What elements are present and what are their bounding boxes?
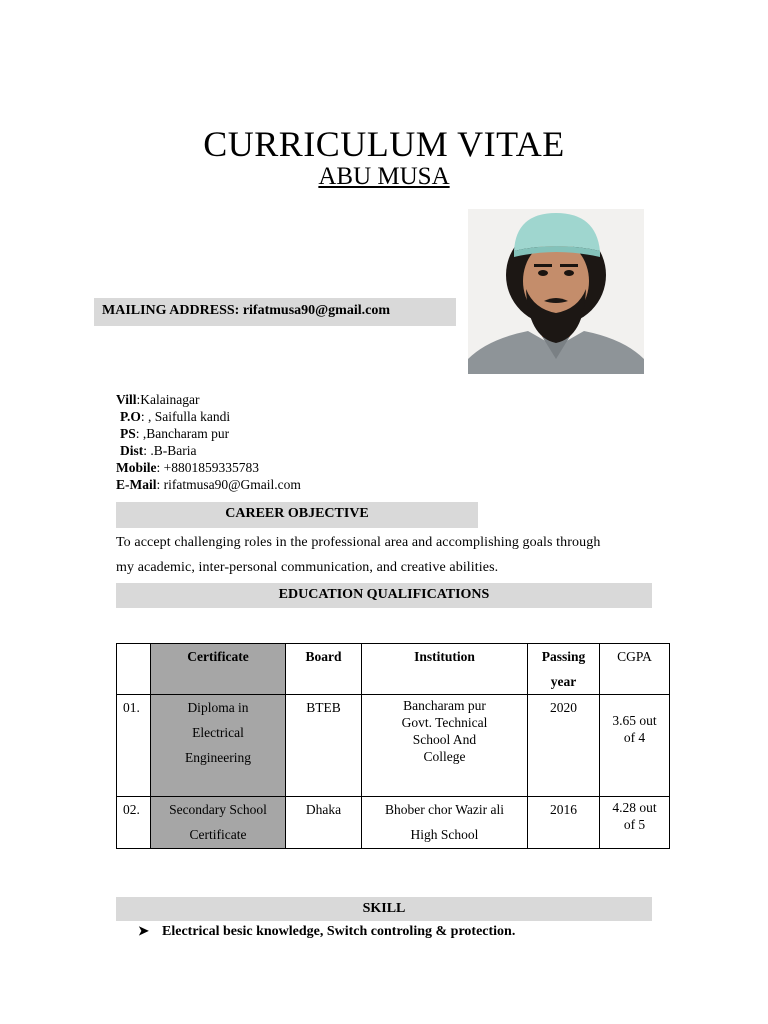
address-post-office <box>120 408 230 425</box>
table-row <box>117 695 670 797</box>
institution-line: College <box>423 749 466 764</box>
career-objective-heading: CAREER OBJECTIVE <box>116 502 478 528</box>
institution-line: Bancharam pur <box>403 698 486 713</box>
row-board: BTEB <box>286 695 362 797</box>
row-institution <box>362 797 528 849</box>
address-mobile-value: : +8801859335783 <box>156 460 259 475</box>
profile-photo-icon <box>468 209 644 374</box>
cgpa-line: of 5 <box>623 817 646 832</box>
address-post-office-value: : , Saifulla kandi <box>140 409 231 424</box>
row-cgpa <box>600 797 670 849</box>
certificate-line: Secondary School <box>169 802 267 817</box>
institution-line: High School <box>410 827 479 842</box>
address-district-label: Dist <box>120 443 144 458</box>
table-header-passing-year <box>528 644 600 695</box>
row-year: 2016 <box>528 797 600 849</box>
institution-line: Govt. Technical <box>401 715 488 730</box>
row-number: 01. <box>117 695 151 797</box>
row-cgpa <box>600 695 670 797</box>
address-village <box>116 391 199 408</box>
candidate-name: ABU MUSA <box>318 163 450 190</box>
certificate-line: Certificate <box>189 827 247 842</box>
address-email <box>116 476 301 493</box>
education-table <box>116 643 670 849</box>
table-header-institution: Institution <box>362 644 528 695</box>
row-number: 02. <box>117 797 151 849</box>
profile-photo <box>468 209 644 374</box>
skill-item <box>138 922 515 941</box>
address-police-station-value: : ,Bancharam pur <box>135 426 230 441</box>
career-objective-text <box>116 530 661 580</box>
address-post-office-label: P.O <box>120 409 141 424</box>
table-row <box>117 797 670 849</box>
objective-line-2: my academic, inter-personal communication, and creative abilities. <box>116 560 499 575</box>
address-police-station <box>120 425 229 442</box>
mailing-address-band <box>94 298 456 326</box>
cgpa-line: 4.28 out <box>612 800 657 815</box>
skill-heading: SKILL <box>116 897 652 921</box>
cgpa-line: 3.65 out <box>612 713 657 728</box>
table-header-cgpa: CGPA <box>600 644 670 695</box>
education-heading: EDUCATION QUALIFICATIONS <box>116 583 652 608</box>
address-district-value: : .B-Baria <box>143 443 197 458</box>
mailing-address-label: MAILING ADDRESS: <box>102 303 240 318</box>
year-label: year <box>550 674 577 689</box>
table-header-no <box>117 644 151 695</box>
cgpa-line: of 4 <box>623 730 646 745</box>
address-email-label: E-Mail <box>116 477 157 492</box>
row-certificate <box>151 695 286 797</box>
address-village-value: :Kalainagar <box>136 392 200 407</box>
row-board: Dhaka <box>286 797 362 849</box>
address-district <box>120 442 197 459</box>
cv-title: CURRICULUM VITAE <box>203 124 565 164</box>
arrow-bullet-icon: ➤ <box>138 923 149 938</box>
address-mobile <box>116 459 259 476</box>
passing-label: Passing <box>541 649 586 664</box>
address-village-label: Vill <box>116 392 137 407</box>
objective-line-1: To accept challenging roles in the professional area and accomplishing goals through <box>116 535 601 550</box>
institution-line: School And <box>412 732 477 747</box>
address-email-value: : rifatmusa90@Gmail.com <box>156 477 301 492</box>
table-header-board: Board <box>286 644 362 695</box>
skill-item-text: Electrical besic knowledge, Switch controling & protection. <box>162 924 516 939</box>
institution-line: Bhober chor Wazir ali <box>385 802 504 817</box>
certificate-line: Diploma in <box>187 700 249 715</box>
row-year: 2020 <box>528 695 600 797</box>
table-header-certificate: Certificate <box>151 644 286 695</box>
mailing-address-value: rifatmusa90@gmail.com <box>242 303 390 318</box>
row-institution <box>362 695 528 797</box>
row-certificate <box>151 797 286 849</box>
certificate-line: Engineering <box>185 750 251 765</box>
address-police-station-label: PS <box>120 426 136 441</box>
certificate-line: Electrical <box>192 725 244 740</box>
table-header-row <box>117 644 670 695</box>
address-mobile-label: Mobile <box>116 460 157 475</box>
